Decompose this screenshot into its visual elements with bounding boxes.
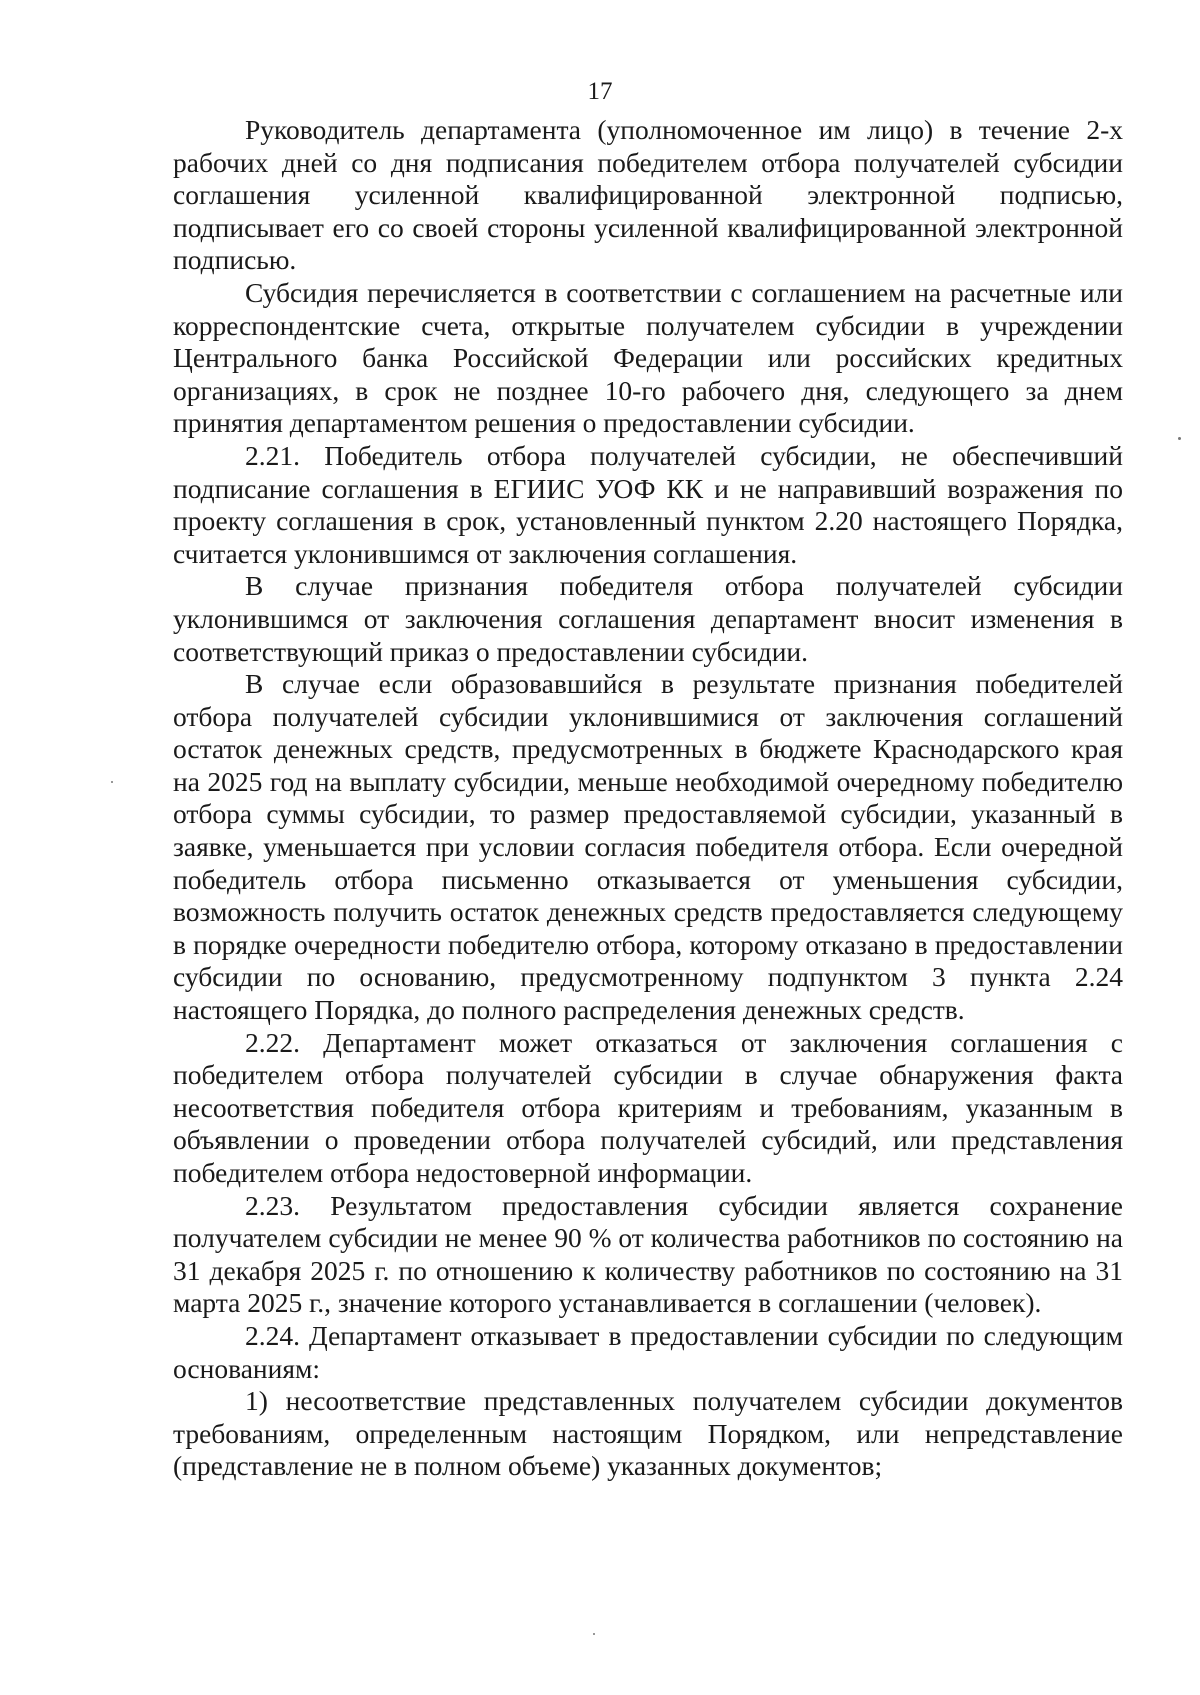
document-body — [173, 114, 1123, 1483]
paragraph-evasion-order-change: В случае признания победителя отбора получателей субсидии уклонившимся от заключения соглашения департамент вносит изменения в соответствующий приказ о предоставлении субсидии. — [173, 570, 1123, 667]
paragraph-subsidy-transfer: Субсидия перечисляется в соответствии с соглашением на расчетные или корреспондентские счета, открытые получателем субсидии в учреждении Центрального банка Российской Федерации или российских кредитных организациях, в срок не позднее 10-го рабочего дня, следующего за днем принятия департаментом решения о предоставлении субсидии. — [173, 276, 1123, 439]
paragraph-remaining-funds: В случае если образовавшийся в результате признания победителей отбора получателей субсидии уклонившимися от заключения соглашений остаток денежных средств, предусмотренных в бюджете Краснодарского края на 2025 год на выплату субсидии, меньше необходимой очередному победителю отбора суммы субсидии, то размер предоставляемой субсидии, указанный в заявке, уменьшается при условии согласия победителя отбора. Если очередной победитель отбора письменно отказывается от уменьшения субсидии, возможность получить остаток денежных средств предоставляется следующему в порядке очередности победителю отбора, которому отказано в предоставлении субсидии по основанию, предусмотренному подпунктом 3 пункта 2.24 настоящего Порядка, до полного распределения денежных средств. — [173, 668, 1123, 1026]
scan-speck-left — [111, 781, 113, 783]
paragraph-2-21: 2.21. Победитель отбора получателей субсидии, не обеспечивший подписание соглашения в ЕГИИС УОФ КК и не направивший возражения по проекту соглашения в срок, установленный пунктом 2.20 настоящего Порядка, считается уклонившимся от заключения соглашения. — [173, 439, 1123, 569]
scan-speck-bottom — [593, 1633, 595, 1635]
paragraph-2-22: 2.22. Департамент может отказаться от заключения соглашения с победителем отбора получателей субсидии в случае обнаружения факта несоответствия победителя отбора критериям и требованиям, указанным в объявлении о проведении отбора получателей субсидий, или представления победителем отбора недостоверной информации. — [173, 1026, 1123, 1188]
paragraph-2-24-item-1: 1) несоответствие представленных получателем субсидии документов требованиям, определенным настоящим Порядком, или непредставление (представление не в полном объеме) указанных документов; — [173, 1385, 1123, 1482]
paragraph-2-24: 2.24. Департамент отказывает в предоставлении субсидии по следующим основаниям: — [173, 1319, 1123, 1384]
scan-speck-right — [1178, 437, 1181, 440]
paragraph-2-23: 2.23. Результатом предоставления субсидии является сохранение получателем субсидии не менее 90 % от количества работников по состоянию на 31 декабря 2025 г. по отношению к количеству работников по состоянию на 31 марта 2025 г., значение которого устанавливается в соглашении (человек). — [173, 1189, 1123, 1319]
page-number: 17 — [587, 78, 613, 105]
paragraph-signing-by-head: Руководитель департамента (уполномоченное им лицо) в течение 2-х рабочих дней со дня подписания победителем отбора получателей субсидии соглашения усиленной квалифицированной электронной подписью, подписывает его со своей стороны усиленной квалифицированной электронной подписью. — [173, 114, 1123, 276]
